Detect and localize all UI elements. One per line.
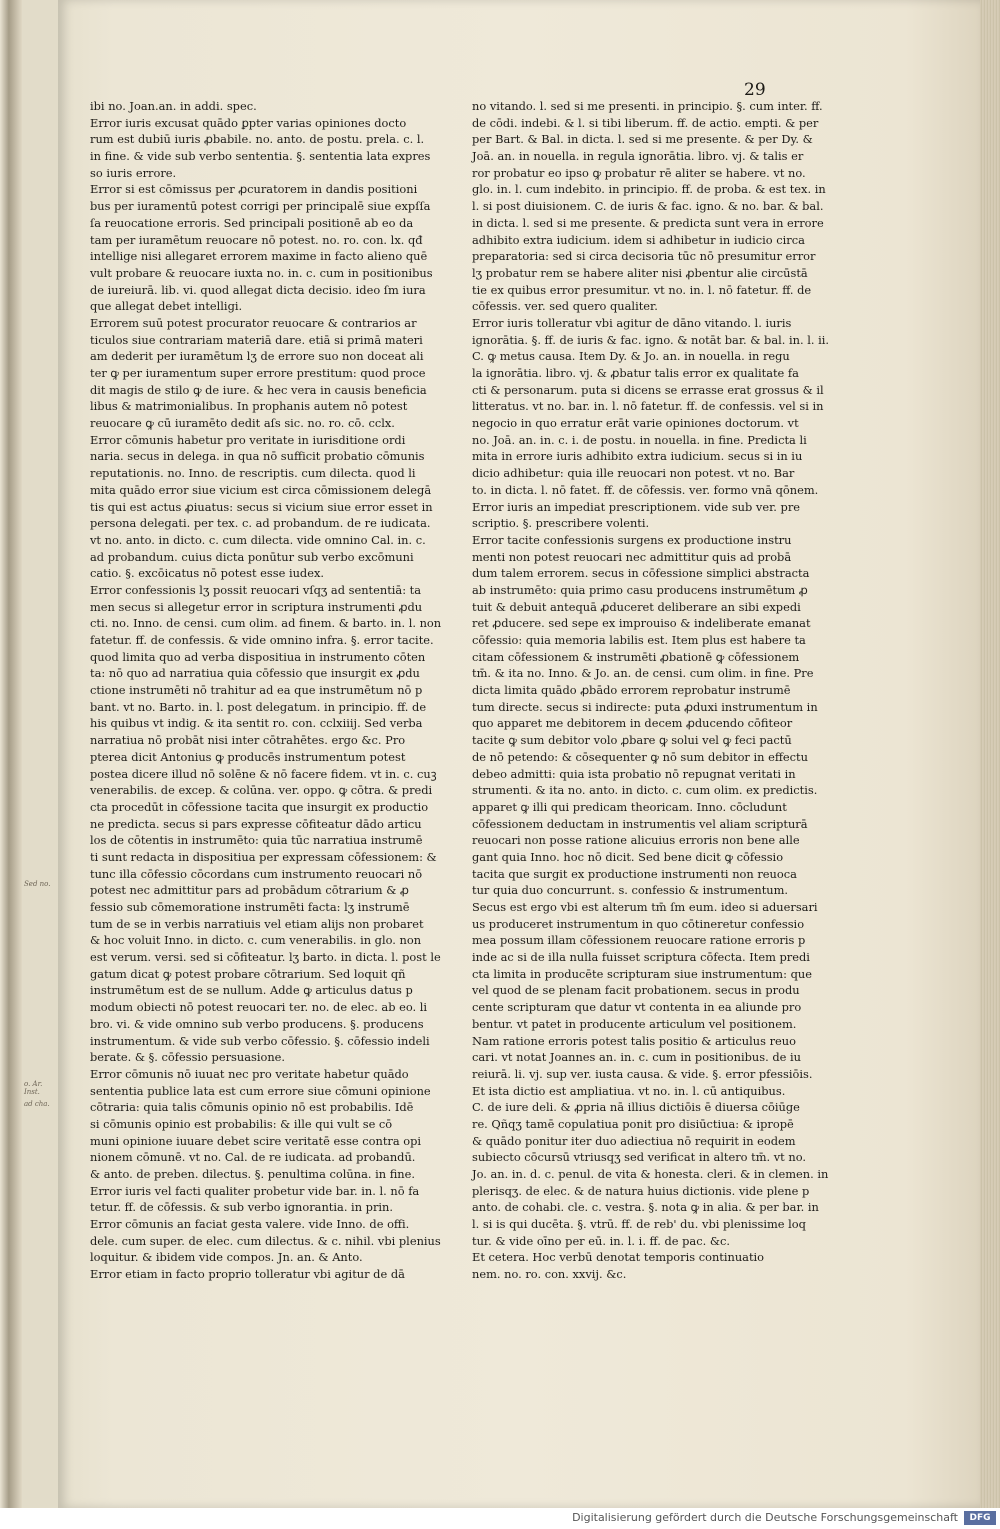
text-line: mea possum illam cōfessionem reuocare ratione erroris p [472,933,806,948]
text-line: dit magis de stilo ꝙ de iure. & hec vera in causis beneficia [90,382,427,397]
page-block-edge [980,0,1000,1508]
text-line: muni opinione iuuare debet scire veritatē esse contra opi [90,1133,422,1148]
text-line: tacite ꝙ sum debitor volo ꝓbare ꝙ solui vel ꝙ feci pactū [472,733,792,748]
text-line: menti non potest reuocari nec admittitur quis ad probā [472,549,792,564]
text-line: in dicta. l. sed si me presente. & predicta sunt vera in errore [472,215,824,230]
digitization-footer [0,1508,1000,1529]
text-line: Error confessionis lʒ possit reuocari vſqʒ ad sententiā: ta [90,582,422,597]
text-line: libus & matrimonialibus. In prophanis autem nō potest [90,399,408,414]
text-line: lʒ probatur rem se habere aliter nisi ꝓbentur alie circūstā [472,265,808,280]
text-line: instrumētum est de se nullum. Adde ꝙ articulus datus p [90,983,413,998]
text-line: Jo. an. in. d. c. penul. de vita & honesta. cleri. & in clemen. in [472,1167,829,1181]
text-line: tis qui est actus ꝓiuatus: secus si vicium siue error esset in [90,499,433,514]
text-line: tuit & debuit antequā ꝓduceret deliberare an sibi expedi [472,599,801,614]
text-line: am dederit per iuramētum lʒ de errore suo non doceat ali [90,349,424,364]
text-line: ter ꝙ per iuramentum super errore prestitum: quod proce [90,366,426,380]
text-line: ſa reuocatione erroris. Sed principali positionē ab eo da [90,215,414,230]
footer-credit: Digitalisierung gefördert durch die Deutsche Forschungsgemeinschaft [572,1511,958,1524]
text-line: re. Qñqʒ tamē copulatiua ponit pro disiūctiua: & ipropē [472,1116,794,1131]
text-line: modum obiecti nō potest reuocari ter. no. de elec. ab eo. li [90,1000,428,1015]
text-line: tur quia duo concurrunt. s. confessio & instrumentum. [472,883,789,898]
text-line: vult probare & reuocare iuxta no. in. c. cum in positionibus [90,265,433,280]
text-line: dicta limita quādo ꝓbādo errorem reprobatur instrumē [472,683,791,698]
text-line: C. de iure deli. & ꝓpria nā illius dictiōis ē diuersa cōiūge [472,1100,800,1115]
text-line: preparatoria: sed si circa decisoria tūc nō presumitur error [472,249,816,264]
text-line: dicio adhibetur: quia ille reuocari non potest. vt no. Bar [472,466,795,481]
text-line: mita in errore iuris adhibito extra iudicium. secus si in iu [472,449,803,464]
text-line: subiecto cōcursū vtriusqʒ sed verificat in altero tm̄. vt no. [472,1150,806,1165]
text-line: ne predicta. secus si pars expresse cōfiteatur dādo articu [90,816,422,831]
text-line: cōfessio: quia memoria labilis est. Item plus est habere ta [472,633,806,647]
text-line: postea dicere illud nō solēne & nō facere fidem. vt in. c. cuꝫ [90,766,437,781]
text-line: men secus si allegetur error in scriptura instrumenti ꝓdu [90,599,423,614]
text-line: que allegat debet intelligi. [90,299,243,314]
text-line: cente scripturam que datur vt contenta in ea aliunde pro [472,1000,802,1015]
text-line: & hoc voluit Inno. in dicto. c. cum venerabilis. in glo. non [90,933,422,948]
text-line: fatetur. ff. de confessis. & vide omnino infra. §. error tacite. [90,633,434,647]
text-line: ror probatur eo ipso ꝙ probatur rē aliter se habere. vt no. [472,165,806,180]
text-line: gatum dicat ꝙ potest probare cōtrarium. Sed loquit qñ [90,966,406,981]
book-spine-edge [0,0,22,1508]
text-line: his quibus vt indig. & ita sentit ro. con. cclxiiij. Sed verba [90,716,423,731]
text-line: strumenti. & ita no. anto. in dicto. c. cum olim. ex predictis. [472,783,818,798]
text-line: Joā. an. in nouella. in regula ignorātia. libro. vj. & talis er [472,149,804,164]
facing-page-margin [22,0,62,1508]
text-line: cōfessis. ver. sed quero qualiter. [472,299,658,314]
text-line: negocio in quo erratur erāt varie opiniones doctorum. vt [472,416,799,431]
text-line: vt no. anto. in dicto. c. cum dilecta. vide omnino Cal. in. c. [90,532,426,547]
text-line: plerisqʒ. de elec. & de natura huius dictionis. vide plene p [472,1183,810,1198]
text-line: no. Joā. an. in. c. i. de postu. in nouella. in fine. Predicta li [472,432,807,447]
text-line: los de cōtentis in instrumēto: quia tūc narratiua instrumē [90,833,423,848]
text-line: C. ꝙ metus causa. Item Dy. & Jo. an. in nouella. in regu [472,349,790,364]
text-line: tum de se in verbis narratiuis vel etiam alijs non probaret [90,916,424,931]
text-line: reiurā. li. vj. sup ver. iusta causa. & vide. §. error pfessiōis. [472,1066,813,1081]
text-line: tam per iuramētum reuocare nō potest. no. ro. con. lx. qđ [90,232,423,247]
text-line: gant quia Inno. hoc nō dicit. Sed bene dicit ꝙ cōfessio [472,849,784,864]
text-line: cti. no. Inno. de censi. cum olim. ad finem. & barto. in. l. non [90,616,442,631]
text-line: dele. cum super. de elec. cum dilectus. & c. nihil. vbi plenius [90,1233,441,1248]
text-line: ibi no. Joan.an. in addi. spec. [90,99,257,113]
text-line: reputationis. no. Inno. de rescriptis. cum dilecta. quod li [90,466,416,481]
text-line: Nam ratione erroris potest talis positio & articulus reuo [472,1033,796,1048]
text-line: Error etiam in facto proprio tolleratur vbi agitur de dā [90,1267,405,1282]
text-line: la ignorātia. libro. vj. & ꝓbatur talis error ex qualitate fa [472,366,799,380]
text-line: Errorem suū potest procurator reuocare & contrarios ar [90,315,417,330]
text-line: narratiua nō probāt nisi inter cōtrahētes. ergo &c. Pro [90,733,406,748]
text-line: scriptio. §. prescribere volenti. [472,516,650,531]
text-line: tm̄. & ita no. Inno. & Jo. an. de censi. cum olim. in fine. Pre [472,666,814,681]
text-line: de nō petendo: & cōsequenter ꝙ nō sum debitor in effectu [472,749,808,764]
text-line: fessio sub cōmemoratione instrumēti facta: lʒ instrumē [90,900,410,914]
text-line: rum est dubiū iuris ꝓbabile. no. anto. de postu. prela. c. l. [90,132,425,147]
text-line: Et cetera. Hoc verbū denotat temporis continuatio [472,1250,765,1265]
text-line: vel quod de se plenam facit probationem. secus in produ [472,983,800,998]
text-line: cōtraria: quia talis cōmunis opinio nō est probabilis. Idē [90,1100,414,1115]
text-line: cta procedūt in cōfessione tacita que insurgit ex productio [90,799,429,814]
text-line: litteratus. vt no. bar. in. l. nō fatetur. ff. de confessis. vel si in [472,399,824,414]
text-line: quo apparet me debitorem in decem ꝓducendo cōfiteor [472,716,793,731]
text-column-right [472,98,830,1283]
text-line: Error iuris excusat quādo ꝑpter varias opiniones docto [90,115,407,130]
text-line: adhibito extra iudicium. idem si adhibetur in iudicio circa [472,232,805,247]
dfg-logo: DFG [964,1511,996,1525]
text-line: inde ac si de illa nulla fuisset scriptura cōfecta. Item predi [472,950,810,965]
text-line: catio. §. excōicatus nō potest esse iudex. [90,566,324,581]
text-line: ret ꝓducere. sed sepe ex improuiso & indeliberate emanat [472,616,811,631]
text-line: Error si est cōmissus per ꝓcuratorem in dandis positioni [90,182,418,197]
text-line: & quādo ponitur iter duo adiectiua nō requirit in eodem [472,1133,796,1148]
margin-note: ad cha. [24,1100,50,1108]
text-line: in fine. & vide sub verbo sententia. §. sententia lata expres [90,149,431,164]
folio-number: 29 [744,80,766,100]
text-line: Et ista dictio est ampliatiua. vt no. in. l. cū antiquibus. [472,1083,786,1098]
text-line: persona delegati. per tex. c. ad probandum. de re iudicata. [90,516,431,531]
text-line: berate. & §. cōfessio persuasione. [90,1050,286,1065]
text-line: Error cōmunis an faciat gesta valere. vide Inno. de offi. [90,1217,410,1232]
text-line: ab instrumēto: quia primo casu producens instrumētum ꝓ [472,582,808,597]
text-line: per Bart. & Bal. in dicta. l. sed si me presente. & per Dy. & [472,132,813,147]
text-line: Error iuris tolleratur vbi agitur de dāno vitando. l. iuris [472,315,792,330]
text-line: Error tacite confessionis surgens ex productione instru [472,532,792,547]
text-line: ti sunt redacta in dispositiua per expressam cōfessionem: & [90,849,437,864]
text-line: ad probandum. cuius dicta ponūtur sub verbo excōmuni [90,549,414,564]
text-line: Error iuris vel facti qualiter probetur vide bar. in. l. nō fa [90,1183,420,1198]
text-line: tacita que surgit ex productione instrumenti non reuoca [472,866,797,881]
text-line: bentur. vt patet in producente articulum vel positionem. [472,1016,797,1031]
text-line: tum directe. secus si indirecte: puta ꝓduxi instrumentum in [472,699,818,714]
text-column-left [90,98,442,1283]
text-line: citam cōfessionem & instrumēti ꝓbationē ꝙ cōfessionem [472,649,800,664]
text-line: naria. secus in delega. in qua nō sufficit probatio cōmunis [90,449,425,464]
text-line: Secus est ergo vbi est alterum tm̄ ſm eum. ideo si aduersari [472,900,818,914]
text-line: reuocare ꝙ cū iuramēto dedit aſs sic. no. ro. cō. cclx. [90,416,395,431]
margin-note: o. Ar. Inst. [24,1080,43,1096]
text-line: de iureiurā. lib. vi. quod allegat dicta decisio. ideo ſm iura [90,282,426,297]
text-line: dum talem errorem. secus in cōfessione simplici abstracta [472,566,810,581]
text-line: intellige nisi allegaret errorem maxime in facto alieno quē [90,249,428,264]
text-line: bus per iuramentū potest corrigi per principalē siue expſſa [90,199,431,214]
text-line: tunc illa cōfessio cōcordans cum instrumento reuocari nō [90,866,423,881]
text-line: glo. in. l. cum indebito. in principio. ff. de proba. & est tex. in [472,182,826,197]
text-line: cōfessionem deductam in instrumentis vel aliam scripturā [472,816,808,831]
text-line: est verum. versi. sed si cōfiteatur. lʒ barto. in dicta. l. post le [90,950,441,965]
text-line: nionem cōmunē. vt no. Cal. de re iudicata. ad probandū. [90,1150,416,1165]
text-line: tie ex quibus error presumitur. vt no. in. l. nō fatetur. ff. de [472,282,812,297]
text-line: pterea dicit Antonius ꝙ producēs instrumentum potest [90,749,406,764]
text-line: anto. de cohabi. cle. c. vestra. §. nota ꝙ in alia. & per bar. in [472,1200,819,1215]
text-line: Error cōmunis nō iuuat nec pro veritate habetur quādo [90,1066,409,1081]
text-line: cti & personarum. puta si dicens se errasse erat grossus & il [472,382,824,397]
text-line: cta limita in producēte scripturam siue instrumentum: que [472,966,812,981]
text-line: ta: nō quo ad narratiua quia cōfessio que insurgit ex ꝓdu [90,666,420,681]
text-line: tur. & vide oīno per eū. in. l. i. ff. de pac. &c. [472,1233,730,1248]
text-line: bant. vt no. Barto. in. l. post delegatum. in principio. ff. de [90,699,427,714]
text-line: apparet ꝙ illi qui predicam theoricam. Inno. cōcludunt [472,799,787,814]
text-line: debeo admitti: quia ista probatio nō repugnat veritati in [472,766,796,781]
text-line: us produceret instrumentum in quo cōtineretur confessio [472,916,805,931]
text-line: ctione instrumēti nō trahitur ad ea que instrumētum nō p [90,683,423,698]
text-line: si cōmunis opinio est probabilis: & ille qui vult se cō [90,1116,393,1131]
text-line: ignorātia. §. ff. de iuris & fac. igno. & notāt bar. & bal. in. l. ii. [472,332,830,347]
text-line: mita quādo error siue vicium est circa cōmissionem delegā [90,482,432,497]
text-line: cari. vt notat Joannes an. in. c. cum in positionibus. de iu [472,1050,801,1065]
text-line: so iuris errore. [90,165,177,180]
text-line: no vitando. l. sed si me presenti. in principio. §. cum inter. ff. [472,99,823,113]
text-line: quod limita quo ad verba dispositiua in instrumento cōten [90,649,426,664]
text-line: tetur. ff. de cōfessis. & sub verbo ignorantia. in prin. [90,1200,393,1215]
margin-note: Sed no. [24,880,51,888]
text-line: l. si is qui ducēta. §. vtrū. ff. de reb' du. vbi plenissime loq [472,1217,806,1232]
text-line: sententia publice lata est cum errore siue cōmuni opinione [90,1083,431,1098]
text-line: reuocari non posse ratione alicuius erroris non bene alle [472,833,800,848]
text-line: de cōdi. indebi. & l. si tibi liberum. ff. de actio. empti. & per [472,115,819,130]
text-line: Error cōmunis habetur pro veritate in iurisditione ordi [90,432,406,447]
text-line: ticulos siue contrariam materiā dare. etiā si primā materi [90,332,423,347]
text-line: potest nec admittitur pars ad probādum cōtrarium & ꝓ [90,883,409,898]
text-line: Error iuris an impediat prescriptionem. vide sub ver. pre [472,499,801,514]
text-line: venerabilis. de excep. & colūna. ver. oppo. ꝙ cōtra. & predi [90,783,433,798]
text-line: to. in dicta. l. nō fatet. ff. de cōfessis. ver. formo vnā qōnem. [472,482,819,497]
text-line: l. si post diuisionem. C. de iuris & fac. igno. & no. bar. & bal. [472,199,824,214]
text-line: loquitur. & ibidem vide compos. Jn. an. & Anto. [90,1250,363,1265]
text-line: nem. no. ro. con. xxvij. &c. [472,1267,627,1282]
text-line: instrumentum. & vide sub verbo cōfessio. §. cōfessio indeli [90,1033,430,1048]
text-line: bro. vi. & vide omnino sub verbo producens. §. producens [90,1016,424,1031]
text-line: & anto. de preben. dilectus. §. penultima colūna. in fine. [90,1167,416,1181]
